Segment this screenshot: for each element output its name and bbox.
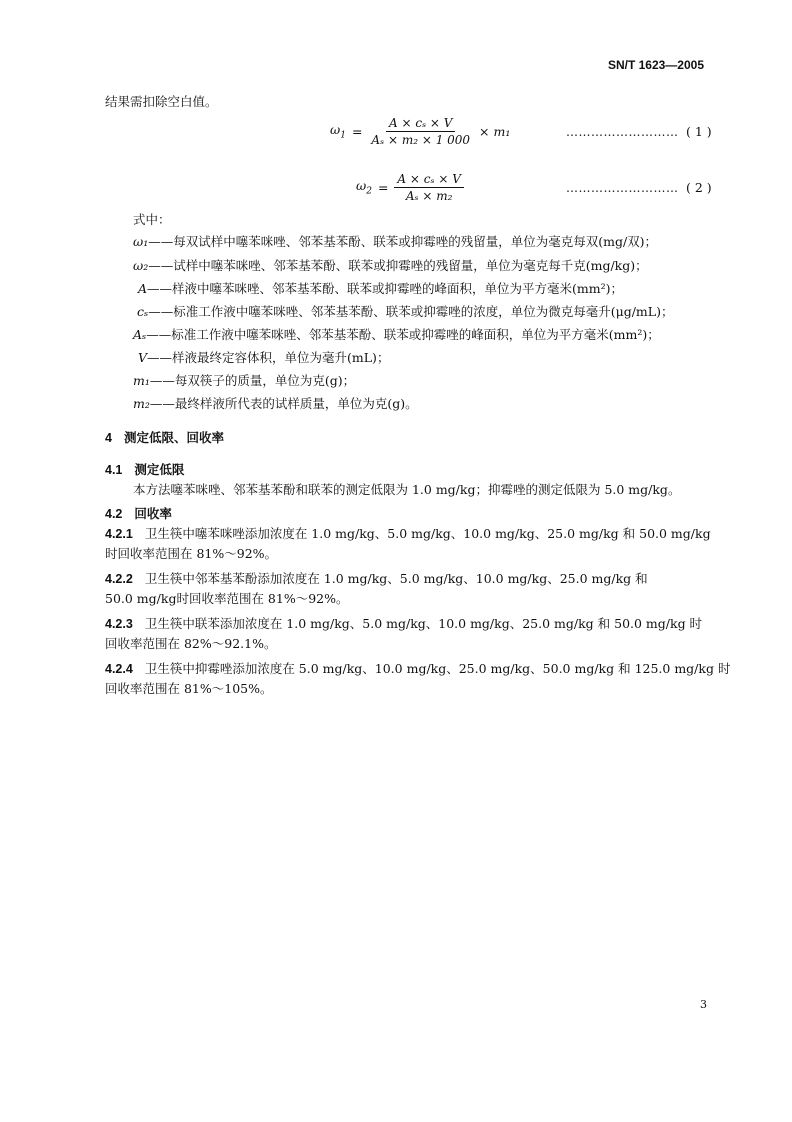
section-4-1-heading: 4.1 测定低限: [105, 463, 185, 477]
formula-1-equals: =: [351, 124, 363, 139]
formula-2-lhs: $\omega_2$: [356, 178, 372, 197]
document-code: SN/T 1623—2005: [607, 58, 704, 72]
formula-1-number: ( 1 ): [686, 124, 712, 139]
formula-1-leader: ………………………: [566, 125, 679, 139]
section-4-2-4-line1: 4.2.4 卫生筷中抑霉唑添加浓度在 5.0 mg/kg、10.0 mg/kg、25.0 mg/kg、50.0 mg/kg 和 125.0 mg/kg 时: [105, 661, 731, 676]
formula-2: [356, 172, 464, 203]
section-4-2-2-line1: 4.2.2 卫生筷中邻苯基苯酚添加浓度在 1.0 mg/kg、5.0 mg/kg、10.0 mg/kg、25.0 mg/kg 和: [105, 571, 648, 586]
section-4-2-1-line1: 4.2.1 卫生筷中噻苯咪唑添加浓度在 1.0 mg/kg、5.0 mg/kg、10.0 mg/kg、25.0 mg/kg 和 50.0 mg/kg: [105, 526, 711, 541]
page-number: 3: [700, 998, 707, 1011]
formula-1-numerator: A × cₛ × V: [386, 116, 455, 132]
intro-text: 结果需扣除空白值。: [105, 94, 218, 109]
formula-2-number: ( 2 ): [686, 180, 712, 195]
definition-row: Aₛ——标准工作液中噻苯咪唑、邻苯基苯酚、联苯或抑霉唑的峰面积，单位为平方毫米(mm²)；: [133, 327, 660, 342]
definition-row: ω₁——每双试样中噻苯咪唑、邻苯基苯酚、联苯或抑霉唑的残留量，单位为毫克每双(mg/双)；: [133, 234, 658, 249]
formula-1-fraction: [368, 116, 473, 147]
formula-1-tail: × m₁: [479, 124, 511, 139]
formula-1-denominator: Aₛ × m₂ × 1 000: [371, 133, 471, 147]
where-label: 式中：: [133, 212, 171, 227]
section-4-2-3-line1: 4.2.3 卫生筷中联苯添加浓度在 1.0 mg/kg、5.0 mg/kg、10.0 mg/kg、25.0 mg/kg 和 50.0 mg/kg 时: [105, 616, 703, 631]
formula-2-fraction: [394, 172, 463, 203]
section-4-2-1-line2: 时回收率范围在 81%～92%。: [105, 546, 278, 561]
section-4-heading: 4 测定低限、回收率: [105, 431, 224, 445]
formula-1: [330, 116, 510, 147]
formula-1-lhs: $\omega_1$: [330, 122, 346, 141]
formula-2-equals: =: [377, 180, 389, 195]
definition-row: m₁——每双筷子的质量，单位为克(g)；: [133, 373, 356, 388]
section-4-2-4-line2: 回收率范围在 81%～105%。: [105, 681, 273, 696]
section-4-2-3-line2: 回收率范围在 82%～92.1%。: [105, 636, 277, 651]
section-4-2-heading: 4.2 回收率: [105, 507, 172, 521]
definition-row: cₛ——标准工作液中噻苯咪唑、邻苯基苯酚、联苯或抑霉唑的浓度，单位为微克每毫升(μg/mL)；: [137, 304, 674, 319]
definition-row: ω₂——试样中噻苯咪唑、邻苯基苯酚、联苯或抑霉唑的残留量，单位为毫克每千克(mg/kg)；: [133, 258, 648, 273]
formula-2-numerator: A × cₛ × V: [394, 172, 463, 188]
definition-row: V——样液最终定容体积，单位为毫升(mL)；: [138, 350, 390, 365]
definition-row: m₂——最终样液所代表的试样质量，单位为克(g)。: [133, 396, 418, 411]
definition-row: A——样液中噻苯咪唑、邻苯基苯酚、联苯或抑霉唑的峰面积，单位为平方毫米(mm²)；: [138, 281, 624, 296]
section-4-2-2-line2: 50.0 mg/kg时回收率范围在 81%～92%。: [105, 591, 349, 606]
formula-2-denominator: Aₛ × m₂: [405, 189, 453, 203]
formula-2-leader: ………………………: [566, 181, 679, 195]
section-4-1-text: 本方法噻苯咪唑、邻苯基苯酚和联苯的测定低限为 1.0 mg/kg；抑霉唑的测定低限为 5.0 mg/kg。: [133, 482, 681, 497]
